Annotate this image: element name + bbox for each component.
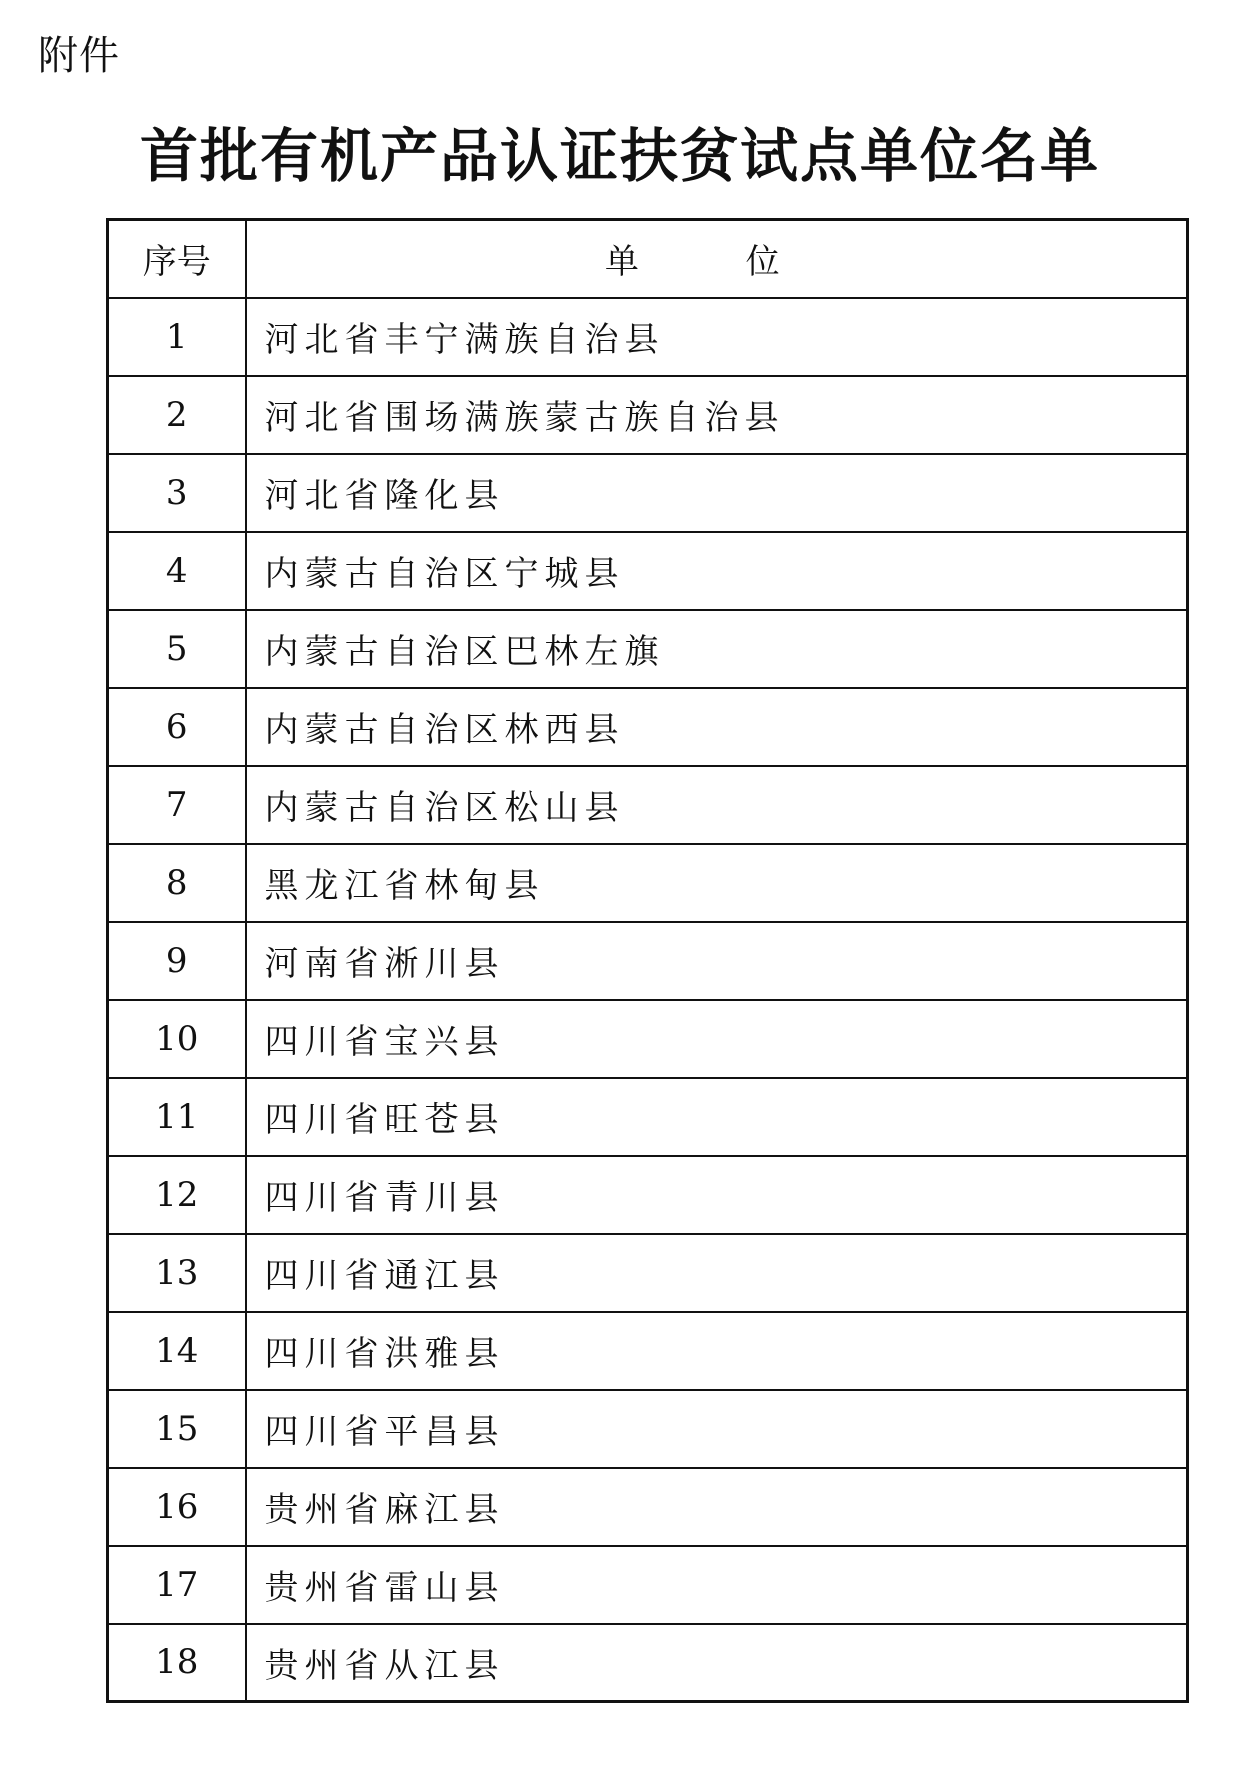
table-row	[108, 1546, 1188, 1624]
row-unit: 四川省青川县	[246, 1156, 1188, 1234]
table-row	[108, 1468, 1188, 1546]
table-header-row	[108, 220, 1188, 298]
table-row	[108, 844, 1188, 922]
table-row	[108, 1156, 1188, 1234]
table-row	[108, 454, 1188, 532]
attachment-label: 附件	[38, 33, 120, 79]
row-unit: 内蒙古自治区宁城县	[246, 532, 1188, 610]
table-row	[108, 1000, 1188, 1078]
row-index: 3	[108, 454, 246, 532]
table-row	[108, 532, 1188, 610]
row-index: 10	[108, 1000, 246, 1078]
row-unit: 四川省宝兴县	[246, 1000, 1188, 1078]
row-index: 4	[108, 532, 246, 610]
row-index: 2	[108, 376, 246, 454]
table-row	[108, 1624, 1188, 1702]
table-row	[108, 688, 1188, 766]
row-index: 5	[108, 610, 246, 688]
row-unit: 贵州省麻江县	[246, 1468, 1188, 1546]
row-unit: 四川省平昌县	[246, 1390, 1188, 1468]
table-row	[108, 610, 1188, 688]
row-unit: 贵州省从江县	[246, 1624, 1188, 1702]
row-index: 13	[108, 1234, 246, 1312]
row-index: 12	[108, 1156, 246, 1234]
table-row	[108, 298, 1188, 376]
row-unit: 四川省通江县	[246, 1234, 1188, 1312]
row-index: 8	[108, 844, 246, 922]
table-row	[108, 922, 1188, 1000]
row-index: 11	[108, 1078, 246, 1156]
row-index: 15	[108, 1390, 246, 1468]
column-header-unit: 单 位	[246, 220, 1188, 298]
row-index: 18	[108, 1624, 246, 1702]
row-index: 7	[108, 766, 246, 844]
row-unit: 内蒙古自治区林西县	[246, 688, 1188, 766]
column-header-index: 序号	[108, 220, 246, 298]
row-index: 16	[108, 1468, 246, 1546]
row-index: 1	[108, 298, 246, 376]
unit-list-table	[106, 218, 1189, 1703]
row-index: 6	[108, 688, 246, 766]
table-row	[108, 376, 1188, 454]
row-unit: 贵州省雷山县	[246, 1546, 1188, 1624]
row-unit: 河北省丰宁满族自治县	[246, 298, 1188, 376]
table-row	[108, 1234, 1188, 1312]
row-unit: 河北省围场满族蒙古族自治县	[246, 376, 1188, 454]
table-row	[108, 766, 1188, 844]
document-title: 首批有机产品认证扶贫试点单位名单	[139, 122, 1100, 190]
row-unit: 河北省隆化县	[246, 454, 1188, 532]
row-unit: 四川省洪雅县	[246, 1312, 1188, 1390]
row-unit: 内蒙古自治区巴林左旗	[246, 610, 1188, 688]
row-index: 14	[108, 1312, 246, 1390]
table-row	[108, 1312, 1188, 1390]
row-unit: 四川省旺苍县	[246, 1078, 1188, 1156]
row-index: 17	[108, 1546, 246, 1624]
row-unit: 内蒙古自治区松山县	[246, 766, 1188, 844]
table-row	[108, 1078, 1188, 1156]
table-row	[108, 1390, 1188, 1468]
row-unit: 黑龙江省林甸县	[246, 844, 1188, 922]
row-unit: 河南省淅川县	[246, 922, 1188, 1000]
row-index: 9	[108, 922, 246, 1000]
